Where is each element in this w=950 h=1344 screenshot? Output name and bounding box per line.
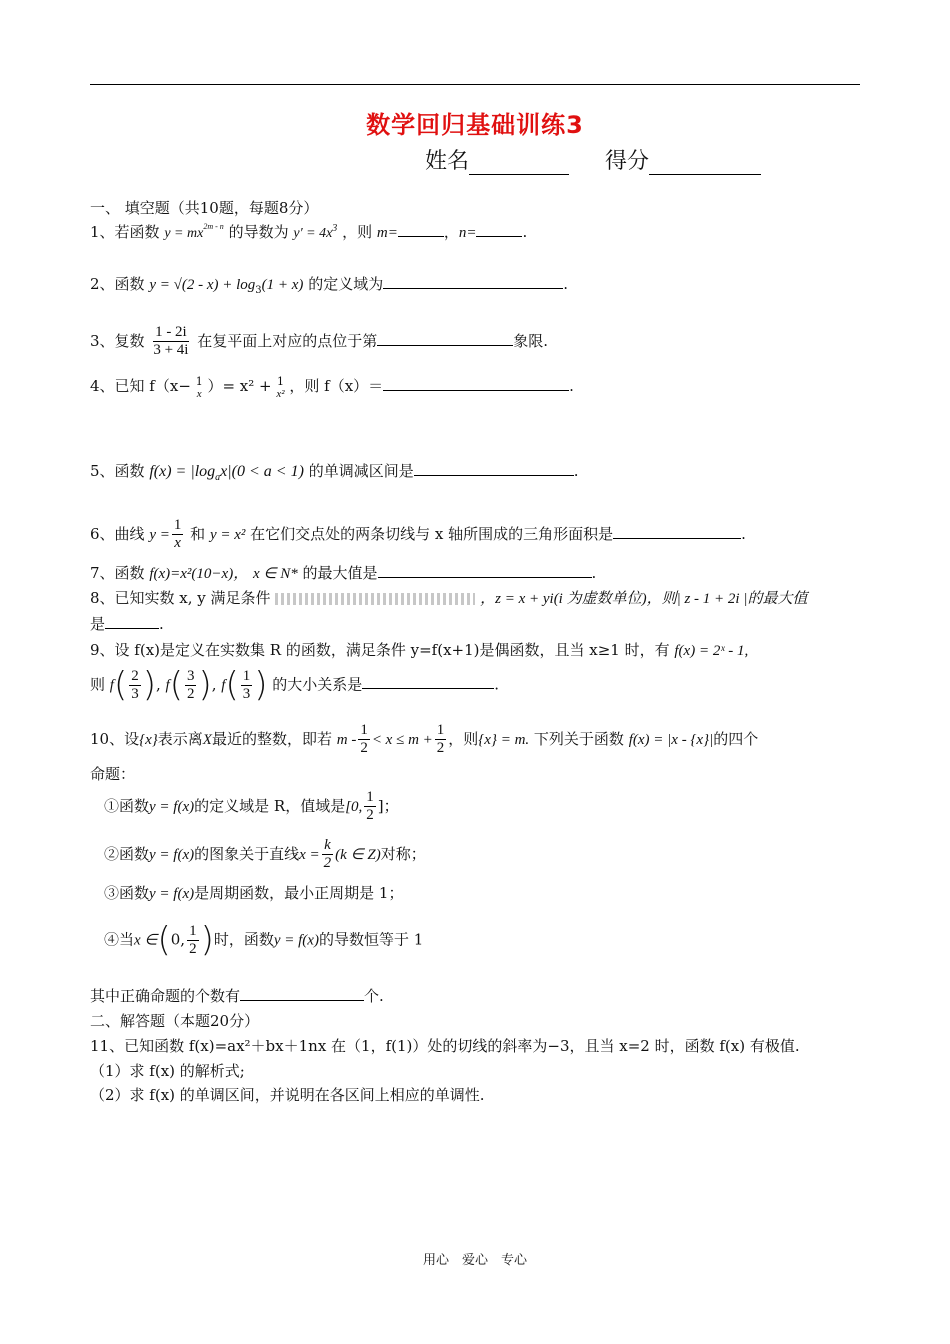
question-4: 4、已知 f（x− 1 x ）= x² + 1 x² ，则 f（x）＝ .	[90, 375, 574, 401]
proposition-1: ①函数y = f(x)的定义域是 R，值域是[0, $\frac{1}{2}$ ]；	[104, 789, 399, 824]
answer-blank-n[interactable]	[476, 222, 522, 237]
name-blank[interactable]	[469, 150, 569, 175]
name-score-line	[425, 144, 761, 175]
question-2: 2、函数 $y = √(2 - x) + \log_3(1 + x)$ 的定义域为 .	[90, 275, 569, 296]
proposition-3: ③函数y = f(x)是周期函数，最小正周期是 1；	[104, 884, 404, 902]
answer-blank[interactable]	[383, 274, 563, 289]
page-footer: 用心 爱心 专心	[422, 1253, 527, 1268]
proposition-4: ④当x ∈(0, $\frac{1}{2}$ )时，函数y = f(x)的导数恒等于 1	[104, 920, 424, 960]
answer-blank[interactable]	[105, 614, 159, 629]
answer-blank-m[interactable]	[398, 222, 444, 237]
score-blank[interactable]	[649, 150, 761, 175]
blurred-conditions-image	[275, 593, 475, 605]
question-9: 9、设 f(x)是定义在实数集 R 的函数，满足条件 y=f(x+1)是偶函数，且当 x≥1 时，有 f(x) = 2ˣ - 1,	[90, 641, 749, 659]
question-7: 7、函数 f(x)=x²(10−x)， x ∈ N* 的最大值是 .	[90, 564, 597, 582]
complex-fraction: $\frac{1 - 2i}{3 + 4i}$	[153, 324, 189, 359]
page-title: 数学回归基础训练3	[366, 111, 584, 139]
question-11-part-2: （2）求 f(x) 的单调区间，并说明在各区间上相应的单调性.	[90, 1086, 485, 1104]
question-5: 5、函数 $f(x) = |\log_ax|(0 < a < 1)$ 的单调减区间是 .	[90, 462, 579, 483]
answer-blank[interactable]	[383, 376, 569, 391]
question-6: 6、曲线 y = $\frac{1}{x}$ 和 y = x² 在它们交点处的两条切线与 x 轴所围成的三角形面积是 .	[90, 517, 746, 552]
answer-blank[interactable]	[613, 524, 741, 539]
answer-blank[interactable]	[377, 331, 513, 346]
question-9-cont: 则 f( $\frac{2}{3}$ ), f( $\frac{3}{2}$ ), f( $\frac{1}{3}$ ) 的大小关系是 .	[90, 665, 500, 705]
question-8: 8、已知实数 x, y 满足条件 ，z = x + yi(i 为虚数单位)，则| z - 1 + 2i |的最大值	[90, 589, 808, 607]
question-10-cont: 命题：	[90, 765, 136, 783]
name-label: 姓名	[425, 149, 470, 174]
answer-blank[interactable]	[414, 461, 574, 476]
question-11-part-1: （1）求 f(x) 的解析式;	[90, 1062, 245, 1080]
answer-blank[interactable]	[378, 563, 592, 578]
section-fill-in-heading: 一、 填空题（共10题，每题8分）	[90, 199, 319, 217]
proposition-2: ②函数y = f(x)的图象关于直线x = $\frac{k}{2}$ (k ∈ Z)对称；	[104, 837, 426, 872]
question-10: 10、设{x}表示离X最近的整数，即若 m - $\frac{1}{2}$ < x ≤ m + $\frac{1}{2}$ ，则{x} = m. 下列关于函数 f(x) = |x - {x}|的四个	[90, 722, 759, 757]
section-solve-heading: 二、解答题（本题20分）	[90, 1012, 260, 1030]
question-8-cont: 是 .	[90, 615, 164, 633]
answer-blank[interactable]	[362, 674, 494, 689]
answer-blank[interactable]	[240, 986, 364, 1001]
score-label: 得分	[605, 149, 650, 174]
question-1: 1、若函数 $y = mx^{2m - n}$ 的导数为 $y' = 4x^3$ ，则 m= ，n= .	[90, 222, 528, 241]
top-rule	[90, 84, 860, 85]
question-11: 11、已知函数 f(x)=ax²＋bx＋1nx 在（1，f(1)）处的切线的斜率为−3，且当 x=2 时，函数 f(x) 有极值.	[90, 1037, 800, 1055]
question-3: 3、复数 $\frac{1 - 2i}{3 + 4i}$ 在复平面上对应的点位于第 象限.	[90, 324, 549, 359]
question-10-answer: 其中正确命题的个数有 个.	[90, 987, 384, 1005]
